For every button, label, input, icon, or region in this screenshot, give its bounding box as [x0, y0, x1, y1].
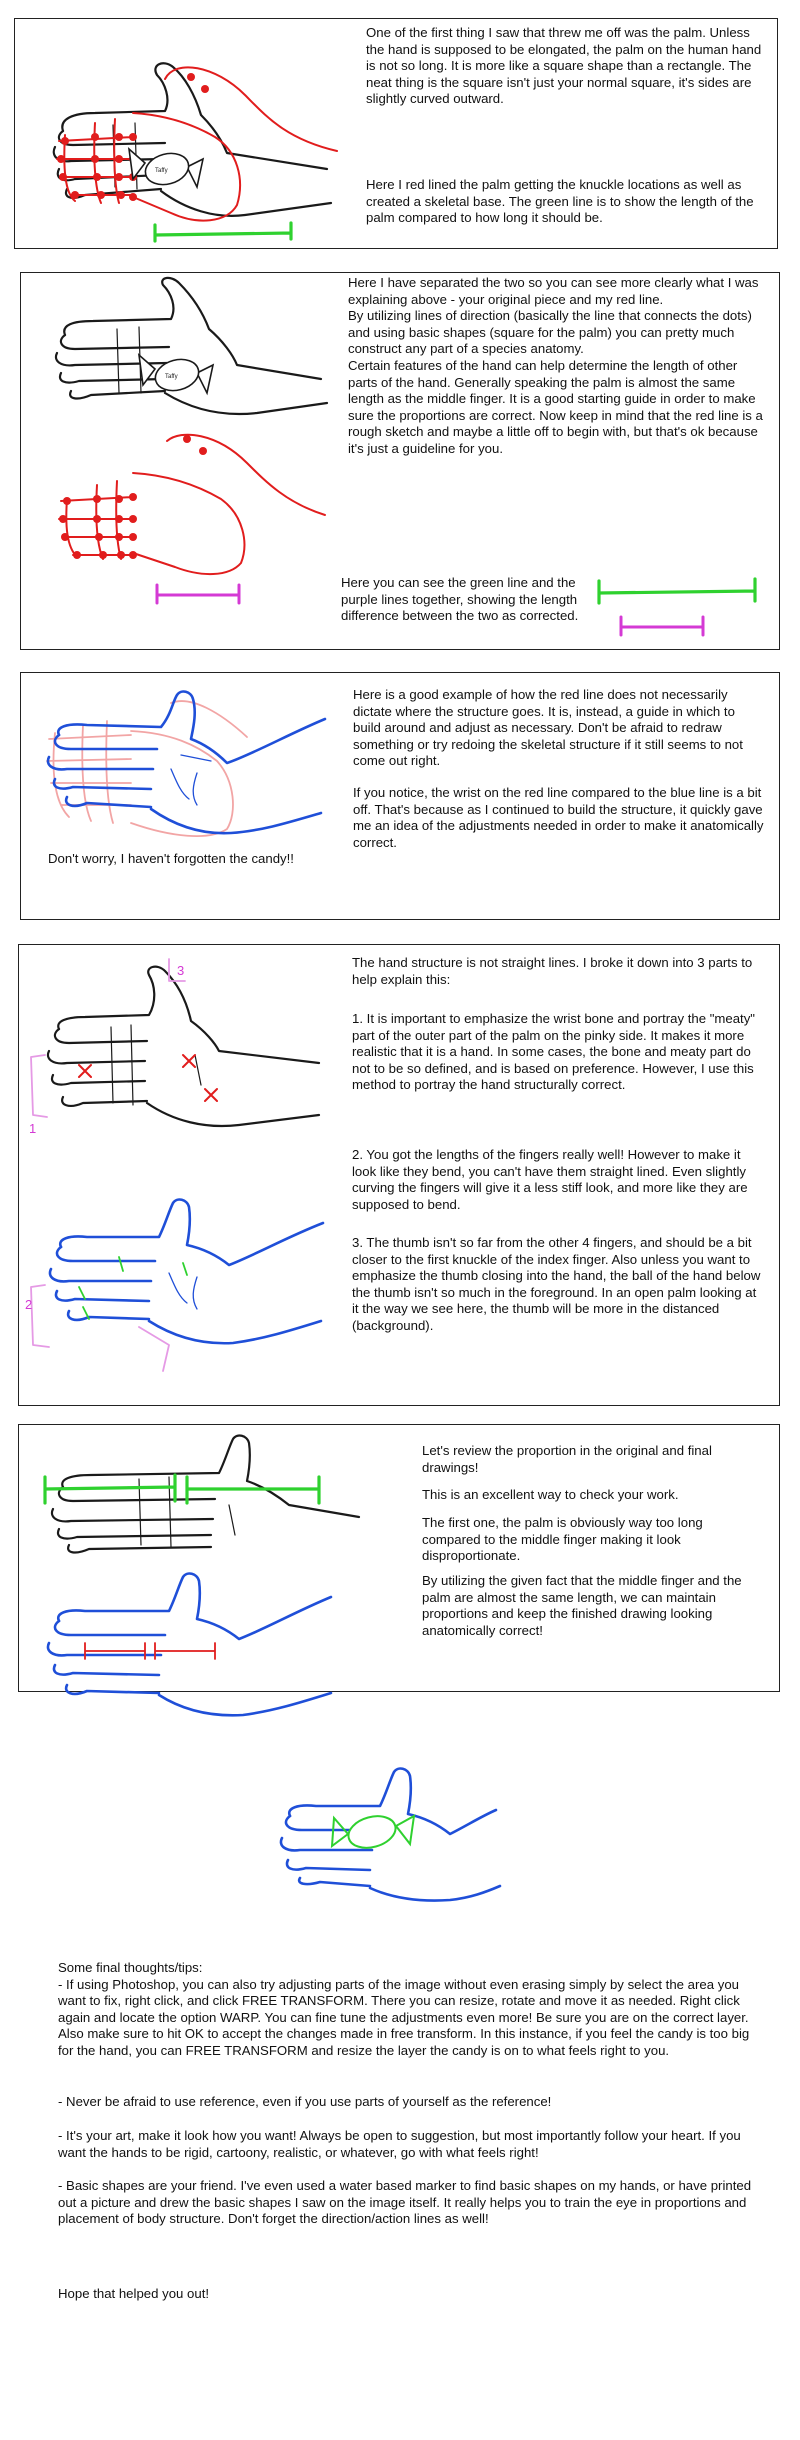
panel5-text-2: This is an excellent way to check your work.	[422, 1487, 679, 1502]
green-candy-icon	[332, 1811, 414, 1852]
final-tips-text-2: - Never be afraid to use reference, even if you use parts of yourself as the reference!	[58, 2094, 552, 2109]
panel-hand-structure	[18, 944, 780, 1406]
final-hand-with-candy	[270, 1760, 510, 1890]
label-3: 3	[177, 963, 185, 978]
green-purple-comparison	[591, 573, 771, 643]
panel2-text-1: Here I have separated the two so you can see more clearly what I was explaining above - your original piece and my red line. By utilizing lines of direction (basically the line that connects the dots) and using basic shapes (square for the palm) you can pretty much construct any part of a species anatomy. Certain features of the hand can help determine the length of other parts of the hand. Generally speaking the palm is almost the same length as the middle finger. It is a good starting guide in order to make sure the proportions are correct. Now keep in mind that the red line is a rough sketch and maybe a little off to begin with, but that's ok because it's just a guideline for you.	[348, 275, 763, 456]
final-tips-text-4: - Basic shapes are your friend. I've even used a water based marker to find basic shapes on my hands, or have printed out a picture and drew the basic shapes I saw on the image itself. It really helps you to train the eye in proportions and placement of body structure. Don't forget the direction/action lines as well!	[58, 2178, 755, 2227]
panel-red-line-guide	[20, 672, 780, 920]
hand-sketch-structure-blue	[19, 1175, 339, 1405]
hand-sketch-original	[21, 273, 341, 423]
hand-sketch-final-proportion	[19, 1555, 379, 1685]
hand-sketch-red-overlay	[15, 19, 355, 250]
panel2-text-2: Here you can see the green line and the purple lines together, showing the length difference between the two as corrected.	[341, 575, 581, 624]
final-tips-text-1: Some final thoughts/tips: - If using Photoshop, you can also try adjusting parts of the image without even erasing simply by select the area you want to fix, right click, and click FREE TRANSFORM. There you can resize, rotate and move it as needed. Right click again and locate the option WARP. You can fine tune the adjustments even more! Be sure you are on the correct layer. Also make sure to hit OK to accept the changes made in free transform. In this instance, if you feel the candy is too big for the hand, you can FREE TRANSFORM and resize the layer the candy is on to what feels right to you.	[58, 1960, 750, 2058]
svg-text:Taffy: Taffy	[155, 168, 168, 174]
panel4-text-4: 3. The thumb isn't so far from the other 4 fingers, and should be a bit closer to the first knuckle of the index finger. Also unless you want to emphasize the thumb closing into the hand, the ball of the hand below the thumb isn't so much in the foreground. In an open palm looking at it the way we see here, the thumb will be more in the distanced (background).	[352, 1235, 765, 1333]
panel3-text-1: Here is a good example of how the red line does not necessarily dictate where the structure goes. It is, instead, a guide in which to build around and adjust as necessary. Don't be afraid to redraw something or try redoing the skeletal structure if it still seems to not come out right.	[353, 687, 747, 769]
panel-palm-intro	[14, 18, 778, 249]
hand-sketch-blue-over-red	[21, 673, 341, 843]
panel4-text-2: 1. It is important to emphasize the wrist bone and portray the "meaty" part of the outer part of the palm on the pinky side. It makes it more realistic that it is a hand. In some cases, the bone and meaty part do not to be so defined, and is based on preference. However, I use this method to portray the hand structurally correct.	[352, 1011, 759, 1093]
panel4-text-1: The hand structure is not straight lines. I broke it down into 3 parts to help explain this:	[352, 955, 756, 987]
candy-icon	[139, 355, 213, 395]
panel-proportion-review	[18, 1424, 780, 1692]
final-tips-text-3: - It's your art, make it look how you want! Always be open to suggestion, but most importantly follow your heart. If you want the hands to be rigid, cartoony, realistic, or whatever, go with what feels right!	[58, 2128, 745, 2160]
label-1: 1	[29, 1121, 37, 1136]
panel1-text-2: Here I red lined the palm getting the knuckle locations as well as created a skeletal base. The green line is to show the length of the palm compared to how long it should be.	[366, 177, 758, 226]
panel5-text-3: The first one, the palm is obviously way too long compared to the middle finger making it look disproportionate.	[422, 1515, 707, 1564]
hand-sketch-structure-notes	[19, 945, 339, 1175]
panel5-text-1: Let's review the proportion in the original and final drawings!	[422, 1443, 716, 1475]
purple-palm-length-line	[21, 573, 341, 613]
panel1-text-1: One of the first thing I saw that threw me off was the palm. Unless the hand is supposed to be elongated, the palm on the human hand is not so long. It is more like a square shape than a rectangle. The neat thing is the square isn't just your normal square, it's sides are slightly curved outward.	[366, 25, 765, 107]
svg-text:Taffy: Taffy	[165, 374, 178, 380]
final-closing: Hope that helped you out!	[58, 2286, 210, 2301]
candy-icon	[129, 149, 203, 189]
hand-sketch-red-structure	[21, 423, 341, 573]
label-2: 2	[25, 1297, 33, 1312]
panel3-caption: Don't worry, I haven't forgotten the candy!!	[48, 851, 294, 866]
panel3-text-2: If you notice, the wrist on the red line compared to the blue line is a bit off. That's because as I continued to build the structure, it quickly gave me an idea of the adjustments needed in order to make it anatomically correct.	[353, 785, 768, 850]
panel-separated-comparison	[20, 272, 780, 650]
green-palm-length-line	[155, 223, 291, 241]
panel4-text-3: 2. You got the lengths of the fingers really well! However to make it look like they bend, you can't have them straight lined. Even slightly curving the fingers will give it a less stiff look, and more like they are supposed to bend.	[352, 1147, 752, 1212]
panel5-text-4: By utilizing the given fact that the middle finger and the palm are almost the same length, we can maintain proportions and keep the finished drawing looking anatomically correct!	[422, 1573, 746, 1638]
hand-sketch-original-proportion	[19, 1425, 379, 1555]
